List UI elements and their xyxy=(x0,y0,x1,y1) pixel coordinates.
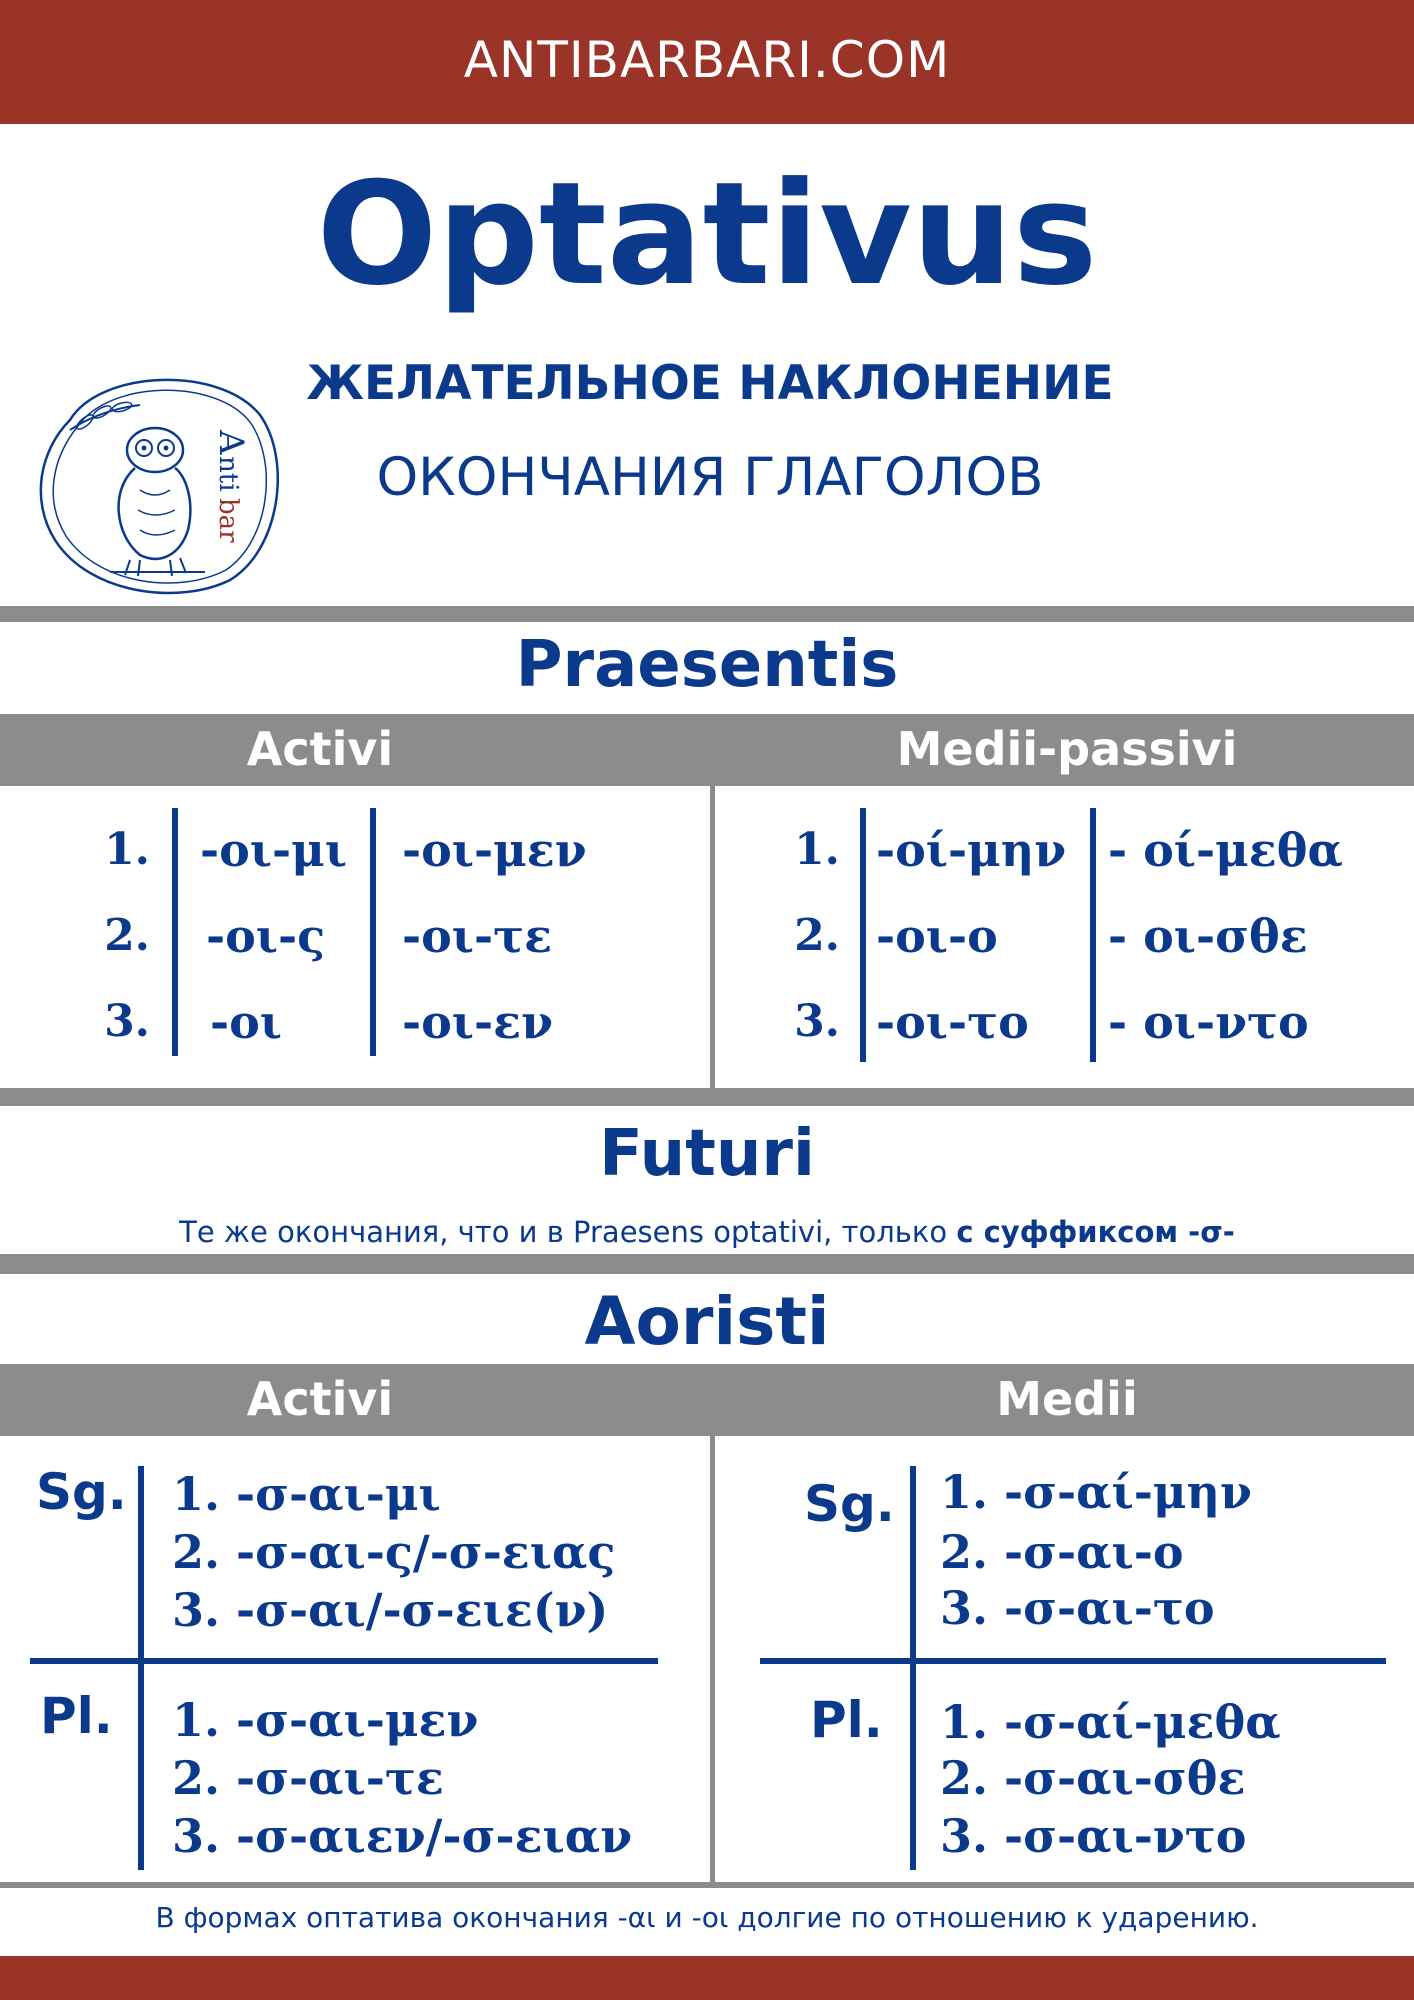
aoristi-title: Aoristi xyxy=(584,1283,830,1360)
blue-divider xyxy=(760,1658,1386,1664)
ending-sg: -οι xyxy=(210,995,283,1049)
person-number: 3. xyxy=(794,996,840,1047)
ending-pl: - οί-μεθα xyxy=(1108,823,1343,877)
futuri-title: Futuri xyxy=(599,1117,815,1191)
singular-label: Sg. xyxy=(36,1463,127,1521)
page-title: Optativus xyxy=(316,152,1098,317)
logo-letters-nti: nti xyxy=(213,456,243,492)
footer-note: В формах оптатива окончания -αι и -οι долгие по отношению к ударению. xyxy=(155,1901,1259,1934)
futuri-note xyxy=(0,1212,1414,1252)
ending-pl: 1. -σ-αί-μεθα xyxy=(940,1695,1281,1749)
column-divider xyxy=(710,786,715,1088)
aoristi-medii-header: Medii xyxy=(996,1372,1138,1426)
ending-sg: 1. -σ-αι-μι xyxy=(172,1467,441,1521)
blue-divider xyxy=(138,1466,144,1870)
ending-sg: -οι-το xyxy=(876,995,1029,1049)
ending-sg: -οι-ο xyxy=(876,909,998,963)
ending-pl: 3. -σ-αι-ντο xyxy=(940,1809,1247,1863)
ending-sg: 3. -σ-αι-το xyxy=(940,1581,1215,1635)
ending-pl: 2. -σ-αι-τε xyxy=(172,1751,444,1805)
person-number: 2. xyxy=(104,910,150,961)
owl-logo-icon xyxy=(30,360,280,595)
aoristi-activi-header: Activi xyxy=(246,1372,394,1426)
ending-pl: 1. -σ-αι-μεν xyxy=(172,1693,479,1747)
logo-letters-bar: bar xyxy=(213,498,243,543)
section-divider xyxy=(0,1254,1414,1274)
ending-pl: 2. -σ-αι-σθε xyxy=(940,1751,1246,1805)
ending-sg: 2. -σ-αι-ο xyxy=(940,1525,1184,1579)
plural-label: Pl. xyxy=(40,1687,113,1745)
ending-pl: - οι-σθε xyxy=(1108,909,1308,963)
section-divider xyxy=(0,1882,1414,1888)
blue-divider xyxy=(1090,808,1096,1062)
logo-letter-a: A xyxy=(211,430,251,455)
person-number: 2. xyxy=(794,910,840,961)
praesentis-activi-header: Activi xyxy=(246,722,394,776)
blue-divider xyxy=(860,808,866,1062)
blue-divider xyxy=(910,1466,916,1870)
ending-sg: 3. -σ-αι/-σ-ειε(ν) xyxy=(172,1583,609,1637)
ending-pl: -οι-μεν xyxy=(402,823,587,877)
ending-pl: - οι-ντο xyxy=(1108,995,1309,1049)
praesentis-title: Praesentis xyxy=(515,628,899,702)
page-subtitle: ЖЕЛАТЕЛЬНОЕ НАКЛОНЕНИЕ xyxy=(306,356,1114,411)
ending-sg: 1. -σ-αί-μην xyxy=(940,1465,1252,1519)
ending-pl: -οι-τε xyxy=(402,909,553,963)
site-name: ANTIBARBARI.COM xyxy=(463,31,951,89)
ending-sg: -οι-μι xyxy=(200,823,348,877)
blue-divider xyxy=(172,808,178,1056)
futuri-note-text: Те же окончания, что и в Praesens optativi, только xyxy=(179,1215,957,1249)
ending-sg: -οί-μην xyxy=(876,823,1067,877)
person-number: 3. xyxy=(104,996,150,1047)
page-subtitle-secondary: ОКОНЧАНИЯ ГЛАГОЛОВ xyxy=(376,447,1044,508)
plural-label: Pl. xyxy=(810,1691,883,1749)
singular-label: Sg. xyxy=(804,1475,895,1533)
praesentis-medii-header: Medii-passivi xyxy=(896,722,1238,776)
ending-sg: 2. -σ-αι-ς/-σ-ειας xyxy=(172,1525,616,1579)
ending-sg: -οι-ς xyxy=(206,909,326,963)
futuri-note-bold: с суффиксом -σ- xyxy=(956,1215,1235,1249)
person-number: 1. xyxy=(794,824,840,875)
column-divider xyxy=(710,1436,715,1884)
section-divider xyxy=(0,1088,1414,1106)
section-divider xyxy=(0,606,1414,622)
blue-divider xyxy=(370,808,376,1056)
ending-pl: 3. -σ-αιεν/-σ-ειαν xyxy=(172,1809,633,1863)
ending-pl: -οι-εν xyxy=(402,995,554,1049)
person-number: 1. xyxy=(104,824,150,875)
bottom-banner xyxy=(0,1956,1414,2000)
blue-divider xyxy=(30,1658,658,1664)
